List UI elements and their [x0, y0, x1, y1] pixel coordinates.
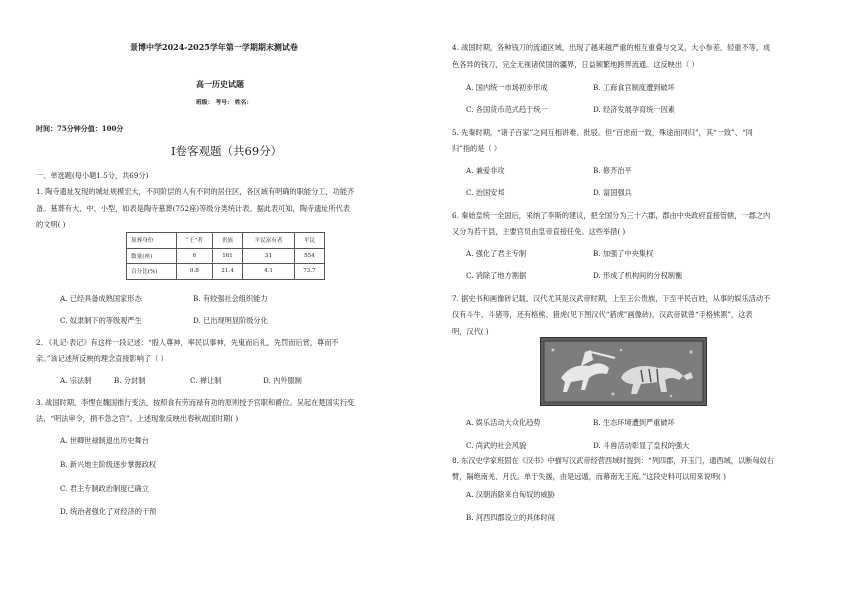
q1-option-a: A. 已经具备成熟国家形态 — [60, 294, 142, 303]
table-cell: 554 — [294, 248, 324, 264]
q7-stem-line-3: 明，汉代( ) — [452, 327, 489, 336]
q1-stem-line-3: 的文明( ) — [36, 220, 66, 229]
q6-option-a: A. 强化了君主专制 — [466, 249, 527, 258]
q1-option-b: B. 有较强社会组织能力 — [193, 294, 268, 303]
table-header-cell: 贵族 — [213, 233, 243, 249]
q3-stem-line-1: 3. 战国时期，李悝在魏国推行变法，按照食有劳而禄有功的原则授予官职和爵位。吴起在楚国实行变 — [36, 398, 355, 407]
q5-stem-line-2: 归”指的是（ ） — [452, 144, 502, 153]
table-cell: 数量(座) — [127, 248, 177, 264]
table-header-row — [127, 233, 325, 249]
table-header-cell: 平民富有者 — [243, 233, 295, 249]
q3-stem-line-2: 法，“明法审令，捐不急之官”。上述现象反映出春秋战国时期( ) — [36, 414, 239, 423]
q4-option-c: C. 各国货币范式趋于统一 — [466, 105, 548, 114]
burial-stats-table — [126, 232, 325, 280]
q8-stem-line-1: 8. 东汉史学家班固在《汉书》中描写汉武帝经营西域时提到：“列四郡，开玉门，通西域，以断匈奴右 — [452, 456, 774, 465]
q4-option-a: A. 国内统一市场初步形成 — [466, 83, 548, 92]
relief-drawing — [541, 338, 706, 405]
q2-option-b: B. 分封制 — [114, 376, 146, 385]
school-title: 景博中学2024-2025学年第一学期期末测试卷 — [130, 42, 298, 52]
q8-option-a: A. 汉朝消除来自匈奴的威胁 — [466, 490, 555, 499]
table-cell: 21.4 — [213, 264, 243, 280]
q7-option-a: A. 娱乐活动大众化趋势 — [466, 418, 541, 427]
table-cell: 161 — [213, 248, 243, 264]
q3-option-b: B. 新兴地主阶级逐步掌握政权 — [60, 460, 157, 469]
tiger-hunt-brick-relief-image — [540, 337, 707, 406]
table-header-cell: 平民 — [294, 233, 324, 249]
q4-option-b: B. 工商食官制度遭到破坏 — [593, 83, 675, 92]
q3-option-a: A. 世卿世禄制退出历史舞台 — [60, 436, 149, 445]
q5-option-b: B. 修齐治平 — [593, 166, 632, 175]
q4-stem-line-1: 4. 战国时期，各种钱刀的流通区域，出现了越来越严重的相互重叠与交叉，大小参差，轻重不等，成 — [452, 43, 771, 52]
q6-stem-line-2: 又分为若干县，主要官员由皇帝直接任免。这些举措( ) — [452, 227, 626, 236]
part-one-heading: 一、单选题(每小题1.5分，共69分) — [36, 171, 149, 180]
q7-option-b: B. 生态环境遭到严重破坏 — [593, 418, 675, 427]
section-title: Ⅰ卷客观题（共69分） — [171, 144, 283, 158]
q5-option-a: A. 兼爱非攻 — [466, 166, 505, 175]
table-cell: 31 — [243, 248, 295, 264]
q7-option-d: D. 斗兽活动彰显了皇权的强大 — [593, 441, 690, 450]
q8-option-b: B. 河西四郡设立的具体时间 — [466, 513, 555, 522]
q5-stem-line-1: 5. 先秦时期，“诸子百家”之间互相讲难、批驳。但“百虑而一致，殊途而同归”，其“一致”、“同 — [452, 128, 753, 137]
q5-option-d: D. 富国强兵 — [593, 188, 632, 197]
q8-stem-line-2: 臂，隔绝南羌、月氏。单于失援，由是远遁，而幕南无王庭。”这段史料可以用来说明( ) — [452, 472, 726, 481]
q7-option-c: C. 尚武的社会风貌 — [466, 441, 527, 450]
table-header-cell: 墓葬身份 — [127, 233, 177, 249]
time-score: 时间：75分钟分值：100分 — [36, 124, 124, 133]
q4-option-d: D. 经济发展孕育统一因素 — [593, 105, 675, 114]
table-cell: 6 — [176, 248, 212, 264]
q7-stem-line-1: 7. 据史书和画像砖记载，汉代尤其是汉武帝时期，上至王公贵族，下至平民百姓，从事的娱乐活动不 — [452, 294, 771, 303]
info-line: 班级： 考号： 姓名： — [196, 100, 253, 106]
q2-stem-line-2: 亲。”该记述所反映的理念直接影响了（ ） — [36, 354, 168, 363]
table-header-cell: “王”者 — [176, 233, 212, 249]
table-cell: 73.7 — [294, 264, 324, 280]
q6-option-c: C. 消除了地方割据 — [466, 271, 527, 280]
q6-stem-line-1: 6. 秦始皇统一全国后，采纳了李斯的建议，把全国分为三十六郡，郡由中央政府直接管辖，一郡之内 — [452, 211, 771, 220]
q2-option-a: A. 宗法制 — [60, 376, 92, 385]
q1-option-d: D. 已出现明显阶级分化 — [193, 316, 268, 325]
subject-title: 高一历史试题 — [196, 79, 244, 89]
table-cell: 百分比(%) — [127, 264, 177, 280]
q2-option-d: D. 内外服制 — [263, 376, 302, 385]
table-cell: 4.1 — [243, 264, 295, 280]
q3-option-d: D. 统治者强化了对经济的干预 — [60, 507, 157, 516]
table-row — [127, 248, 325, 264]
q1-option-c: C. 奴隶制下的等级观严生 — [60, 316, 142, 325]
q1-stem-line-2: 备。墓葬有大、中、小型，如表是陶寺墓葬(752座)等级分类统计表。据此表可知，陶寺遗址所代表 — [36, 204, 351, 213]
q7-stem-line-2: 仅有斗牛、斗猪等，还有格熊、猎虎(见下图汉代“猎虎”画像砖)，汉武帝就曾“手格熊罴”，这表 — [452, 310, 753, 319]
q4-stem-line-2: 色各异的钱刀，完全无视诸侯国的疆界，日益频繁地跨界流通。这反映出（ ） — [452, 60, 699, 69]
q2-option-c: C. 禅让制 — [190, 376, 222, 385]
q2-stem-line-1: 2. 《礼记·表记》有这样一段记述：“殷人尊神，率民以事神，先鬼而后礼，先罚而后赏，尊而不 — [36, 338, 339, 347]
q5-option-c: C. 治国安邦 — [466, 188, 505, 197]
q1-stem-line-1: 1. 陶寺遗址发现的城址规模宏大，不同阶层的人有不同的居住区，各区域有明确的职能分工，功能齐 — [36, 187, 355, 196]
table-cell: 0.8 — [176, 264, 212, 280]
q6-option-d: D. 形成了机构间的分权制衡 — [593, 271, 683, 280]
q3-option-c: C. 君主专制政治制度已确立 — [60, 484, 149, 493]
q6-option-b: B. 加强了中央集权 — [593, 249, 654, 258]
table-row — [127, 264, 325, 280]
